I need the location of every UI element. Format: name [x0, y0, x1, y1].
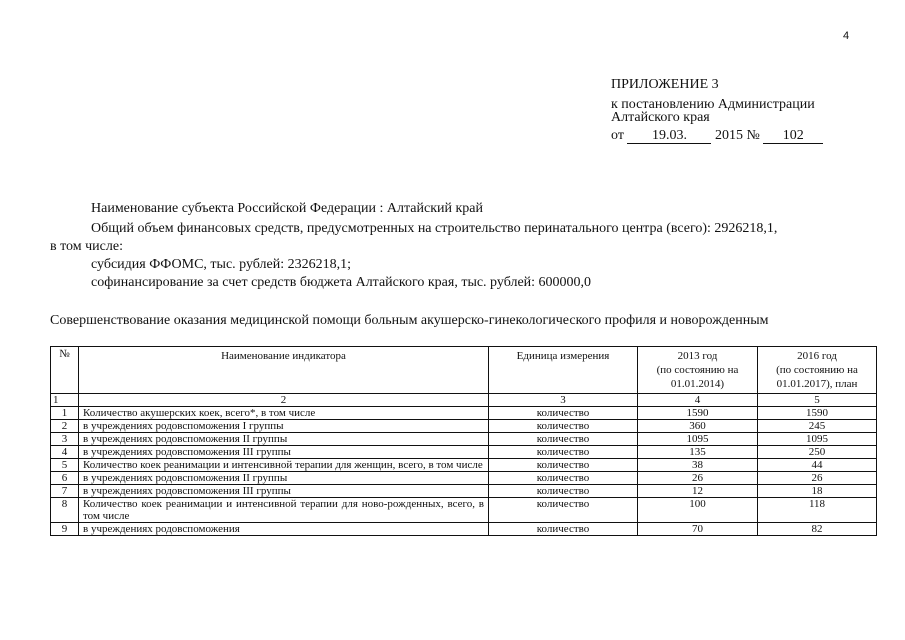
row-value-2016: 245 — [758, 420, 877, 433]
row-unit: количество — [489, 433, 638, 446]
header-year-2013: 2013 год (по состоянию на 01.01.2014) — [638, 347, 758, 394]
row-value-2016: 118 — [758, 498, 877, 523]
row-number: 4 — [51, 446, 79, 459]
table-index-row — [51, 394, 877, 407]
table-row — [51, 420, 877, 433]
subject-name: Наименование субъекта Российской Федерации : Алтайский край — [91, 201, 484, 216]
row-number: 2 — [51, 420, 79, 433]
index-cell: 4 — [638, 394, 758, 407]
section-title: Совершенствование оказания медицинской помощи больным акушерско-гинекологического профиля и новорожденным — [50, 313, 769, 328]
row-indicator-name: Количество коек реанимации и интенсивной терапии для женщин, всего, в том числе — [79, 459, 489, 472]
row-number: 8 — [51, 498, 79, 523]
row-value-2013: 1095 — [638, 433, 758, 446]
row-indicator-name: Количество акушерских коек, всего*, в том числе — [79, 407, 489, 420]
row-indicator-name: в учреждениях родовспоможения I группы — [79, 420, 489, 433]
header-indicator-name: Наименование индикатора — [79, 347, 489, 394]
appendix-date-line — [611, 129, 823, 144]
row-unit: количество — [489, 523, 638, 536]
table-row — [51, 459, 877, 472]
row-unit: количество — [489, 459, 638, 472]
row-value-2013: 360 — [638, 420, 758, 433]
table-row — [51, 498, 877, 523]
row-unit: количество — [489, 498, 638, 523]
row-value-2013: 70 — [638, 523, 758, 536]
row-value-2016: 82 — [758, 523, 877, 536]
appendix-line-2: Алтайского края — [611, 110, 710, 125]
row-indicator-name: в учреждениях родовспоможения II группы — [79, 433, 489, 446]
appendix-line-1: к постановлению Администрации — [611, 97, 815, 112]
row-value-2016: 26 — [758, 472, 877, 485]
resolution-date: 19.03. — [627, 129, 711, 144]
row-number: 6 — [51, 472, 79, 485]
index-cell: 2 — [79, 394, 489, 407]
row-value-2016: 44 — [758, 459, 877, 472]
index-cell: 1 — [51, 394, 79, 407]
row-indicator-name: Количество коек реанимации и интенсивной терапии для ново-рожденных, всего, в том числе — [79, 498, 489, 523]
header-year-2016: 2016 год (по состоянию на 01.01.2017), план — [758, 347, 877, 394]
row-value-2016: 1590 — [758, 407, 877, 420]
index-cell: 3 — [489, 394, 638, 407]
including-label: в том числе: — [50, 239, 123, 254]
row-unit: количество — [489, 420, 638, 433]
table-row — [51, 446, 877, 459]
row-number: 7 — [51, 485, 79, 498]
row-number: 3 — [51, 433, 79, 446]
table-row — [51, 523, 877, 536]
index-cell: 5 — [758, 394, 877, 407]
row-value-2013: 12 — [638, 485, 758, 498]
row-value-2013: 1590 — [638, 407, 758, 420]
row-value-2016: 250 — [758, 446, 877, 459]
row-unit: количество — [489, 446, 638, 459]
page-number: 4 — [843, 30, 850, 42]
row-value-2016: 1095 — [758, 433, 877, 446]
header-number: № — [51, 347, 79, 394]
cofinancing-line: софинансирование за счет средств бюджета Алтайского края, тыс. рублей: 600000,0 — [91, 275, 592, 290]
table-row — [51, 407, 877, 420]
row-indicator-name: в учреждениях родовспоможения III группы — [79, 485, 489, 498]
table-row — [51, 433, 877, 446]
row-value-2013: 100 — [638, 498, 758, 523]
resolution-number: 102 — [763, 129, 823, 144]
row-indicator-name: в учреждениях родовспоможения — [79, 523, 489, 536]
row-unit: количество — [489, 407, 638, 420]
row-unit: количество — [489, 472, 638, 485]
row-value-2016: 18 — [758, 485, 877, 498]
row-number: 9 — [51, 523, 79, 536]
row-value-2013: 26 — [638, 472, 758, 485]
header-unit: Единица измерения — [489, 347, 638, 394]
row-unit: количество — [489, 485, 638, 498]
table-row — [51, 485, 877, 498]
row-number: 1 — [51, 407, 79, 420]
total-funding: Общий объем финансовых средств, предусмотренных на строительство перинатального центра (всего): 2926218,1, — [91, 221, 778, 236]
row-value-2013: 135 — [638, 446, 758, 459]
from-label: от — [611, 128, 624, 143]
row-indicator-name: в учреждениях родовспоможения III группы — [79, 446, 489, 459]
row-number: 5 — [51, 459, 79, 472]
row-indicator-name: в учреждениях родовспоможения II группы — [79, 472, 489, 485]
year-number-label: 2015 № — [714, 128, 760, 143]
indicators-table — [50, 346, 877, 536]
row-value-2013: 38 — [638, 459, 758, 472]
table-row — [51, 472, 877, 485]
subsidy-line: субсидия ФФОМС, тыс. рублей: 2326218,1; — [91, 257, 352, 272]
appendix-title: ПРИЛОЖЕНИЕ 3 — [611, 77, 719, 92]
table-header-row — [51, 347, 877, 394]
